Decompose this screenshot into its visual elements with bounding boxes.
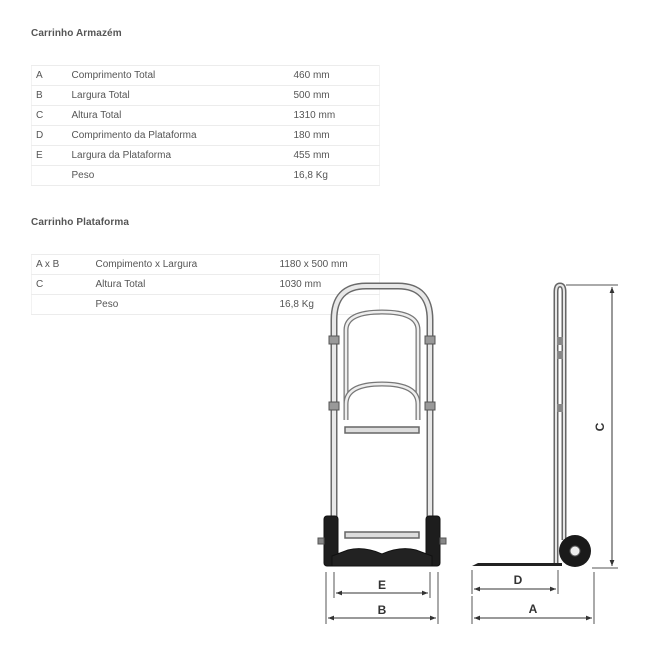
side-collar-2 <box>557 351 563 359</box>
row-value: 460 mm <box>290 66 380 86</box>
cross-bar <box>345 427 419 433</box>
label-b: B <box>377 603 387 617</box>
row-label: Largura da Plataforma <box>68 146 290 166</box>
collar-left-lower <box>329 402 339 410</box>
row-value: 180 mm <box>290 126 380 146</box>
row-code: C <box>32 106 68 126</box>
upper-loop-outer <box>346 312 418 420</box>
axle-left <box>318 538 324 544</box>
side-wheel-hub <box>570 546 580 556</box>
row-code: B <box>32 86 68 106</box>
side-collar-3 <box>557 404 563 412</box>
front-view <box>318 286 446 566</box>
section-title-platform-cart: Carrinho Plataforma <box>31 217 130 228</box>
label-a: A <box>528 602 538 616</box>
bottom-cross-bar <box>345 532 419 538</box>
side-platform <box>472 563 562 566</box>
row-value: 455 mm <box>290 146 380 166</box>
mid-brace-inner <box>346 384 418 404</box>
dimension-a <box>472 572 594 624</box>
side-view <box>472 285 591 567</box>
collar-right-lower <box>425 402 435 410</box>
row-label: Largura Total <box>68 86 290 106</box>
row-code: C <box>32 275 86 295</box>
label-e: E <box>377 578 387 592</box>
side-collar-1 <box>557 337 563 345</box>
row-label: Altura Total <box>86 275 276 295</box>
row-value: 16,8 Kg <box>290 166 380 186</box>
row-code: A <box>32 66 68 86</box>
foot-platform <box>332 549 432 566</box>
side-frame <box>556 285 564 566</box>
row-code: A x B <box>32 255 86 275</box>
row-label: Compimento x Largura <box>86 255 276 275</box>
row-code: E <box>32 146 68 166</box>
dimension-c <box>566 285 618 568</box>
label-c: C <box>593 422 607 432</box>
dimension-e <box>334 572 430 598</box>
axle-right <box>440 538 446 544</box>
row-label: Comprimento da Plataforma <box>68 126 290 146</box>
row-value: 1030 mm <box>276 275 380 295</box>
row-value: 500 mm <box>290 86 380 106</box>
section-title-warehouse-cart: Carrinho Armazém <box>31 28 122 39</box>
upper-loop-inner <box>346 312 418 420</box>
row-value: 16,8 Kg <box>276 295 380 315</box>
row-label: Peso <box>68 166 290 186</box>
row-value: 1310 mm <box>290 106 380 126</box>
collar-right-upper <box>425 336 435 344</box>
row-label: Peso <box>86 295 276 315</box>
row-label: Comprimento Total <box>68 66 290 86</box>
row-value: 1180 x 500 mm <box>276 255 380 275</box>
row-code: D <box>32 126 68 146</box>
dimension-d <box>472 570 558 594</box>
label-d: D <box>513 573 523 587</box>
collar-left-upper <box>329 336 339 344</box>
row-label: Altura Total <box>68 106 290 126</box>
